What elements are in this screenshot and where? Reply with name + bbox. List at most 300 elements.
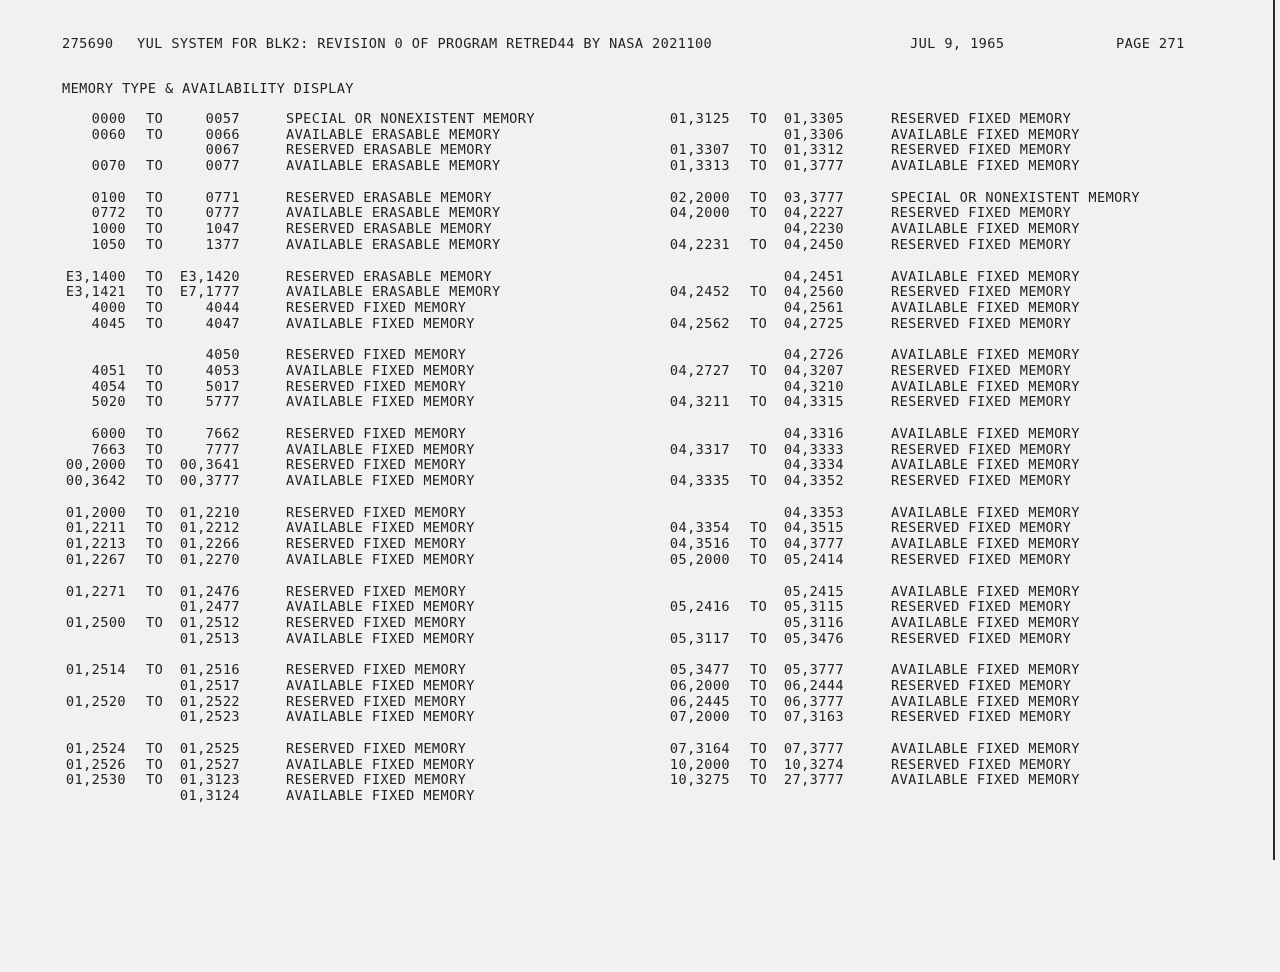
memory-type: AVAILABLE FIXED MEMORY — [286, 551, 475, 568]
range-start: 01,2213 — [65, 536, 126, 553]
memory-row — [62, 710, 562, 726]
range-start: 05,3117 — [669, 630, 730, 647]
memory-group — [660, 585, 1180, 648]
memory-type: AVAILABLE FIXED MEMORY — [286, 394, 475, 411]
memory-row — [660, 348, 1180, 364]
range-to: TO — [146, 158, 164, 175]
memory-row — [660, 663, 1180, 679]
memory-type: AVAILABLE ERASABLE MEMORY — [286, 126, 501, 143]
range-start: 0100 — [91, 189, 126, 206]
range-end: 05,3777 — [783, 662, 844, 679]
range-end: 04,3353 — [783, 504, 844, 521]
memory-type: RESERVED FIXED MEMORY — [891, 315, 1072, 332]
memory-type: AVAILABLE FIXED MEMORY — [286, 630, 475, 647]
range-end: 01,2527 — [179, 756, 240, 773]
memory-type: AVAILABLE ERASABLE MEMORY — [286, 284, 501, 301]
memory-type: RESERVED FIXED MEMORY — [286, 347, 467, 364]
range-end: 01,3124 — [179, 788, 240, 805]
memory-type: AVAILABLE FIXED MEMORY — [286, 788, 475, 805]
memory-row — [660, 695, 1180, 711]
range-to: TO — [146, 551, 164, 568]
range-start: 01,3125 — [669, 111, 730, 127]
range-to: TO — [750, 111, 768, 127]
range-to: TO — [750, 441, 768, 458]
memory-row — [660, 710, 1180, 726]
memory-row — [660, 632, 1180, 648]
memory-row — [660, 270, 1180, 286]
memory-type: AVAILABLE FIXED MEMORY — [891, 268, 1080, 285]
memory-type: RESERVED ERASABLE MEMORY — [286, 189, 493, 206]
memory-row — [62, 789, 562, 805]
range-start: 07,2000 — [669, 709, 730, 726]
range-to: TO — [146, 693, 164, 710]
range-end: 04,2725 — [783, 315, 844, 332]
range-end: E7,1777 — [179, 284, 240, 301]
range-to: TO — [750, 677, 768, 694]
memory-row — [660, 585, 1180, 601]
memory-row — [660, 191, 1180, 207]
range-end: 4053 — [205, 362, 240, 379]
range-start: 0772 — [91, 205, 126, 222]
memory-group — [660, 270, 1180, 333]
range-end: 4044 — [205, 299, 240, 316]
memory-row — [660, 742, 1180, 758]
range-end: 01,3123 — [179, 772, 240, 789]
memory-type: RESERVED FIXED MEMORY — [891, 756, 1072, 773]
memory-row — [62, 663, 562, 679]
range-to: TO — [146, 426, 164, 442]
range-start: 04,2000 — [669, 205, 730, 222]
range-to: TO — [146, 221, 164, 238]
range-start: 05,3477 — [669, 662, 730, 679]
range-end: 05,3116 — [783, 614, 844, 631]
range-to: TO — [146, 284, 164, 301]
memory-group — [62, 663, 562, 726]
listing-title: YUL SYSTEM FOR BLK2: REVISION 0 OF PROGRAM RETRED44 BY NASA 2021100 — [137, 36, 713, 52]
memory-row — [62, 364, 562, 380]
range-end: 4050 — [205, 347, 240, 364]
memory-type: AVAILABLE ERASABLE MEMORY — [286, 205, 501, 222]
memory-row — [660, 206, 1180, 222]
range-start: 01,2514 — [65, 662, 126, 679]
memory-type: SPECIAL OR NONEXISTENT MEMORY — [286, 111, 535, 127]
memory-row — [660, 112, 1180, 128]
range-to: TO — [146, 457, 164, 474]
memory-row — [62, 317, 562, 333]
range-end: 01,2523 — [179, 709, 240, 726]
range-to: TO — [750, 709, 768, 726]
range-to: TO — [750, 551, 768, 568]
range-to: TO — [750, 693, 768, 710]
memory-type: RESERVED FIXED MEMORY — [286, 378, 467, 395]
range-start: 01,3313 — [669, 158, 730, 175]
memory-row — [660, 317, 1180, 333]
memory-row — [62, 206, 562, 222]
range-end: 00,3777 — [179, 473, 240, 490]
memory-type: AVAILABLE FIXED MEMORY — [286, 315, 475, 332]
range-to: TO — [146, 189, 164, 206]
range-to: TO — [750, 536, 768, 553]
memory-type: AVAILABLE FIXED MEMORY — [891, 741, 1080, 757]
range-to: TO — [146, 504, 164, 521]
range-start: 04,2562 — [669, 315, 730, 332]
memory-row — [660, 380, 1180, 396]
memory-type: RESERVED FIXED MEMORY — [891, 236, 1072, 253]
range-to: TO — [750, 189, 768, 206]
range-to: TO — [146, 126, 164, 143]
memory-type: AVAILABLE ERASABLE MEMORY — [286, 236, 501, 253]
memory-row — [62, 112, 562, 128]
memory-type: RESERVED FIXED MEMORY — [891, 473, 1072, 490]
range-to: TO — [146, 662, 164, 679]
memory-group — [660, 663, 1180, 726]
range-end: 01,2513 — [179, 630, 240, 647]
memory-row — [62, 474, 562, 490]
memory-row — [62, 238, 562, 254]
range-start: 5020 — [91, 394, 126, 411]
memory-type: AVAILABLE FIXED MEMORY — [891, 457, 1080, 474]
range-start: 04,2727 — [669, 362, 730, 379]
range-to: TO — [146, 741, 164, 757]
range-to: TO — [750, 158, 768, 175]
memory-type: RESERVED FIXED MEMORY — [286, 741, 467, 757]
memory-type: AVAILABLE FIXED MEMORY — [891, 299, 1080, 316]
range-start: 04,3516 — [669, 536, 730, 553]
range-end: 04,2560 — [783, 284, 844, 301]
range-start: 01,2520 — [65, 693, 126, 710]
range-start: 02,2000 — [669, 189, 730, 206]
memory-row — [660, 143, 1180, 159]
range-start: 6000 — [91, 426, 126, 442]
range-start: 01,2526 — [65, 756, 126, 773]
memory-type: RESERVED FIXED MEMORY — [891, 520, 1072, 537]
memory-type: RESERVED ERASABLE MEMORY — [286, 221, 493, 238]
range-end: 01,2517 — [179, 677, 240, 694]
range-start: 04,2231 — [669, 236, 730, 253]
range-to: TO — [750, 205, 768, 222]
range-end: 04,3315 — [783, 394, 844, 411]
memory-type: AVAILABLE FIXED MEMORY — [286, 709, 475, 726]
range-start: 10,3275 — [669, 772, 730, 789]
range-start: 00,2000 — [65, 457, 126, 474]
memory-row — [660, 758, 1180, 774]
memory-row — [62, 632, 562, 648]
range-end: 05,3476 — [783, 630, 844, 647]
memory-type: AVAILABLE FIXED MEMORY — [286, 473, 475, 490]
memory-group — [660, 742, 1180, 789]
range-end: 0771 — [205, 189, 240, 206]
range-end: 0077 — [205, 158, 240, 175]
range-end: 5017 — [205, 378, 240, 395]
memory-group — [660, 348, 1180, 411]
memory-type: AVAILABLE FIXED MEMORY — [891, 378, 1080, 395]
memory-row — [62, 553, 562, 569]
range-end: 5777 — [205, 394, 240, 411]
range-end: 04,2450 — [783, 236, 844, 253]
memory-row — [660, 616, 1180, 632]
range-to: TO — [750, 236, 768, 253]
memory-type: RESERVED FIXED MEMORY — [891, 551, 1072, 568]
memory-row — [62, 458, 562, 474]
range-end: 0066 — [205, 126, 240, 143]
memory-type: RESERVED FIXED MEMORY — [286, 614, 467, 631]
range-to: TO — [750, 772, 768, 789]
memory-type: RESERVED FIXED MEMORY — [891, 394, 1072, 411]
range-to: TO — [750, 520, 768, 537]
range-end: 04,3316 — [783, 426, 844, 442]
range-start: 06,2000 — [669, 677, 730, 694]
memory-type: RESERVED FIXED MEMORY — [891, 630, 1072, 647]
memory-row — [62, 270, 562, 286]
range-to: TO — [750, 142, 768, 159]
job-number: 275690 — [62, 36, 114, 52]
memory-row — [62, 585, 562, 601]
range-to: TO — [146, 441, 164, 458]
range-end: 06,3777 — [783, 693, 844, 710]
range-end: 04,2451 — [783, 268, 844, 285]
range-end: 01,3305 — [783, 111, 844, 127]
range-to: TO — [146, 315, 164, 332]
memory-row — [62, 742, 562, 758]
memory-type: AVAILABLE ERASABLE MEMORY — [286, 158, 501, 175]
range-start: 01,2500 — [65, 614, 126, 631]
listing-date: JUL 9, 1965 — [910, 36, 1005, 52]
memory-row — [62, 143, 562, 159]
memory-row — [62, 395, 562, 411]
range-end: 1047 — [205, 221, 240, 238]
range-start: 01,2530 — [65, 772, 126, 789]
memory-group — [62, 427, 562, 490]
range-end: 01,3312 — [783, 142, 844, 159]
range-start: 01,2000 — [65, 504, 126, 521]
range-start: 01,2211 — [65, 520, 126, 537]
memory-row — [660, 443, 1180, 459]
memory-row — [62, 443, 562, 459]
memory-group — [660, 506, 1180, 569]
memory-type: AVAILABLE FIXED MEMORY — [891, 126, 1080, 143]
range-end: 04,3333 — [783, 441, 844, 458]
range-to: TO — [146, 299, 164, 316]
memory-row — [62, 380, 562, 396]
memory-row — [660, 364, 1180, 380]
memory-type: AVAILABLE FIXED MEMORY — [286, 362, 475, 379]
range-end: 0057 — [205, 111, 240, 127]
memory-type: RESERVED FIXED MEMORY — [286, 693, 467, 710]
memory-row — [660, 159, 1180, 175]
range-end: E3,1420 — [179, 268, 240, 285]
range-end: 01,2212 — [179, 520, 240, 537]
memory-type: AVAILABLE FIXED MEMORY — [891, 536, 1080, 553]
range-start: 0000 — [91, 111, 126, 127]
range-start: 1000 — [91, 221, 126, 238]
memory-type: AVAILABLE FIXED MEMORY — [891, 614, 1080, 631]
memory-row — [62, 427, 562, 443]
range-end: 10,3274 — [783, 756, 844, 773]
memory-row — [660, 301, 1180, 317]
range-end: 05,2414 — [783, 551, 844, 568]
memory-row — [62, 521, 562, 537]
memory-type: AVAILABLE FIXED MEMORY — [891, 693, 1080, 710]
range-end: 4047 — [205, 315, 240, 332]
range-start: 04,2452 — [669, 284, 730, 301]
range-start: 0060 — [91, 126, 126, 143]
display-subtitle: MEMORY TYPE & AVAILABILITY DISPLAY — [62, 81, 354, 97]
memory-type: AVAILABLE FIXED MEMORY — [891, 662, 1080, 679]
memory-row — [62, 600, 562, 616]
memory-row — [62, 537, 562, 553]
range-to: TO — [146, 362, 164, 379]
range-to: TO — [146, 614, 164, 631]
range-to: TO — [146, 236, 164, 253]
memory-row — [660, 427, 1180, 443]
memory-row — [660, 521, 1180, 537]
range-to: TO — [750, 473, 768, 490]
memory-group — [660, 112, 1180, 175]
range-to: TO — [146, 583, 164, 600]
memory-type: RESERVED FIXED MEMORY — [891, 284, 1072, 301]
memory-row — [62, 348, 562, 364]
memory-type: RESERVED FIXED MEMORY — [891, 709, 1072, 726]
range-start: 06,2445 — [669, 693, 730, 710]
range-start: 05,2416 — [669, 599, 730, 616]
memory-type: SPECIAL OR NONEXISTENT MEMORY — [891, 189, 1140, 206]
range-start: 04,3211 — [669, 394, 730, 411]
range-to: TO — [146, 520, 164, 537]
memory-type: RESERVED FIXED MEMORY — [891, 111, 1072, 127]
memory-row — [62, 222, 562, 238]
range-start: 04,3335 — [669, 473, 730, 490]
range-start: 7663 — [91, 441, 126, 458]
memory-row — [660, 285, 1180, 301]
range-start: E3,1400 — [65, 268, 126, 285]
memory-row — [660, 395, 1180, 411]
memory-row — [660, 238, 1180, 254]
memory-type: AVAILABLE FIXED MEMORY — [286, 441, 475, 458]
memory-row — [62, 506, 562, 522]
range-to: TO — [146, 205, 164, 222]
range-end: 7777 — [205, 441, 240, 458]
range-start: 04,3317 — [669, 441, 730, 458]
memory-row — [62, 773, 562, 789]
memory-group — [660, 427, 1180, 490]
range-start: 01,2267 — [65, 551, 126, 568]
memory-row — [62, 191, 562, 207]
range-to: TO — [146, 756, 164, 773]
memory-group — [62, 585, 562, 648]
range-to: TO — [146, 772, 164, 789]
range-end: 04,3515 — [783, 520, 844, 537]
memory-type: AVAILABLE FIXED MEMORY — [891, 772, 1080, 789]
range-start: 4045 — [91, 315, 126, 332]
page-edge-rule — [1273, 0, 1275, 860]
memory-row — [62, 128, 562, 144]
range-end: 01,3777 — [783, 158, 844, 175]
memory-row — [660, 128, 1180, 144]
memory-type: RESERVED FIXED MEMORY — [286, 299, 467, 316]
range-start: 04,3354 — [669, 520, 730, 537]
range-to: TO — [146, 473, 164, 490]
range-end: 01,2522 — [179, 693, 240, 710]
memory-type: AVAILABLE FIXED MEMORY — [891, 504, 1080, 521]
memory-type: RESERVED FIXED MEMORY — [286, 536, 467, 553]
range-end: 04,3352 — [783, 473, 844, 490]
range-start: 4054 — [91, 378, 126, 395]
memory-row — [660, 600, 1180, 616]
range-end: 04,2726 — [783, 347, 844, 364]
range-start: 1050 — [91, 236, 126, 253]
memory-group — [62, 112, 562, 175]
range-to: TO — [146, 111, 164, 127]
range-end: 01,2476 — [179, 583, 240, 600]
memory-row — [660, 474, 1180, 490]
range-end: 04,2227 — [783, 205, 844, 222]
range-start: 0070 — [91, 158, 126, 175]
range-end: 01,2477 — [179, 599, 240, 616]
range-start: 00,3642 — [65, 473, 126, 490]
range-end: 07,3163 — [783, 709, 844, 726]
memory-type: RESERVED FIXED MEMORY — [891, 677, 1072, 694]
range-start: 4000 — [91, 299, 126, 316]
memory-type: RESERVED FIXED MEMORY — [286, 772, 467, 789]
memory-type: RESERVED FIXED MEMORY — [891, 362, 1072, 379]
range-to: TO — [750, 741, 768, 757]
range-end: 04,2230 — [783, 221, 844, 238]
range-end: 01,2516 — [179, 662, 240, 679]
range-start: 01,2271 — [65, 583, 126, 600]
memory-type: AVAILABLE FIXED MEMORY — [286, 756, 475, 773]
memory-type: RESERVED FIXED MEMORY — [891, 205, 1072, 222]
range-end: 05,3115 — [783, 599, 844, 616]
memory-type: AVAILABLE FIXED MEMORY — [891, 158, 1080, 175]
range-end: 07,3777 — [783, 741, 844, 757]
memory-type: AVAILABLE FIXED MEMORY — [891, 583, 1080, 600]
range-to: TO — [146, 394, 164, 411]
memory-group — [62, 270, 562, 333]
range-end: 04,3207 — [783, 362, 844, 379]
range-end: 01,2270 — [179, 551, 240, 568]
range-end: 04,2561 — [783, 299, 844, 316]
range-end: 01,3306 — [783, 126, 844, 143]
range-end: 00,3641 — [179, 457, 240, 474]
memory-type: RESERVED FIXED MEMORY — [891, 142, 1072, 159]
range-to: TO — [750, 394, 768, 411]
memory-group — [62, 191, 562, 254]
memory-row — [660, 458, 1180, 474]
range-end: 05,2415 — [783, 583, 844, 600]
range-end: 01,2525 — [179, 741, 240, 757]
memory-group — [62, 506, 562, 569]
page-number: PAGE 271 — [1116, 36, 1185, 52]
range-start: 10,2000 — [669, 756, 730, 773]
memory-type: RESERVED FIXED MEMORY — [286, 457, 467, 474]
memory-type: RESERVED FIXED MEMORY — [286, 662, 467, 679]
range-end: 0067 — [205, 142, 240, 159]
range-to: TO — [750, 362, 768, 379]
memory-row — [62, 616, 562, 632]
memory-group — [660, 191, 1180, 254]
range-end: 1377 — [205, 236, 240, 253]
memory-row — [660, 222, 1180, 238]
range-start: E3,1421 — [65, 284, 126, 301]
range-to: TO — [146, 378, 164, 395]
memory-type: RESERVED FIXED MEMORY — [286, 426, 467, 442]
range-to: TO — [750, 599, 768, 616]
range-end: 01,2210 — [179, 504, 240, 521]
memory-type: RESERVED FIXED MEMORY — [891, 599, 1072, 616]
range-end: 27,3777 — [783, 772, 844, 789]
range-to: TO — [750, 756, 768, 773]
memory-row — [62, 695, 562, 711]
